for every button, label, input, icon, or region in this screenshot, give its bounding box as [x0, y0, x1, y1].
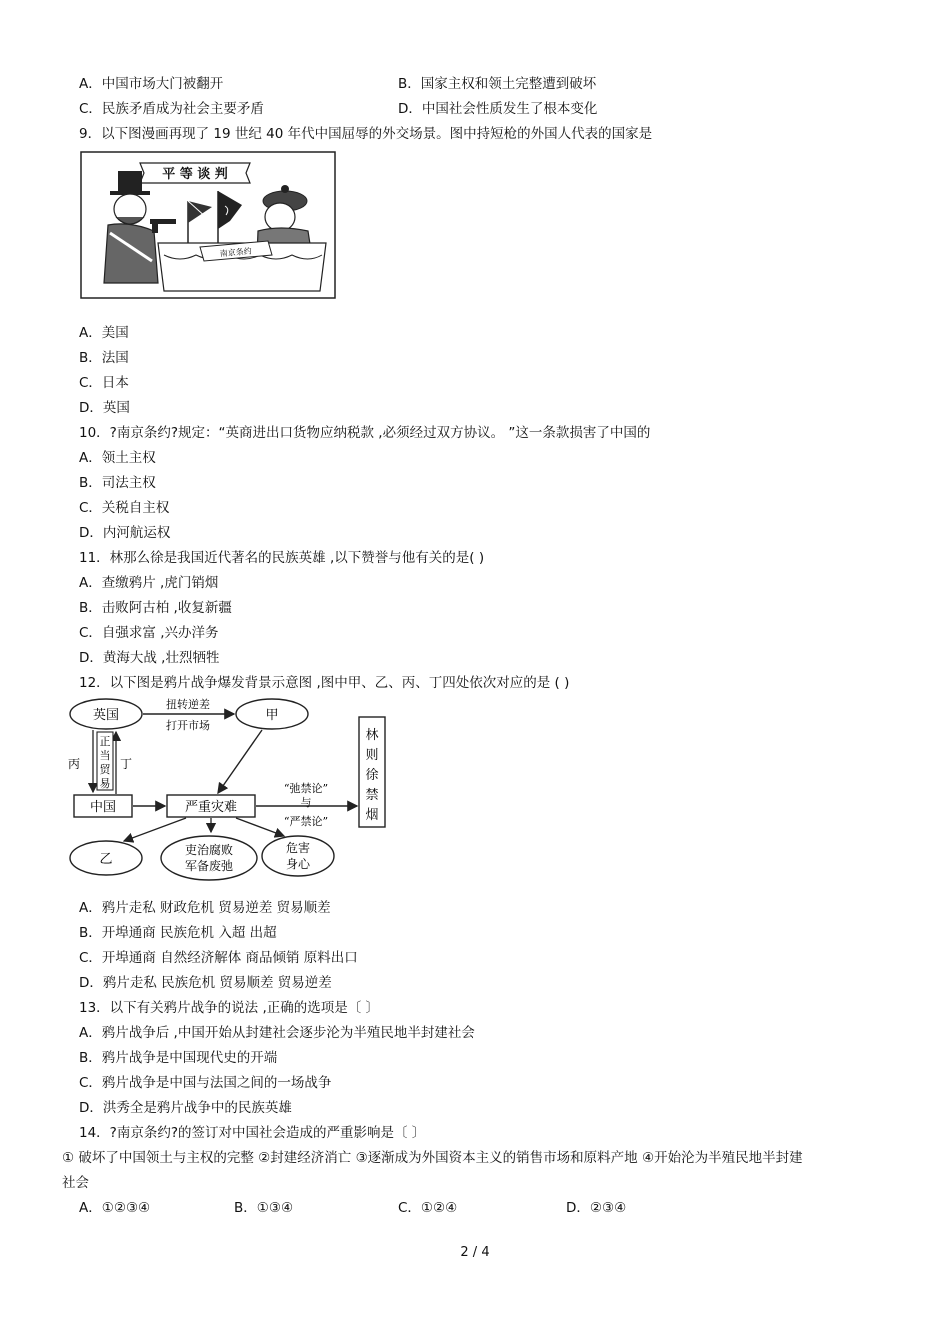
linzexu-char-4: 禁 [365, 788, 379, 803]
q10-option-a: A．领土主权 [79, 450, 156, 466]
q11-option-b: B．击败阿古柏 ,收复新疆 [79, 600, 232, 616]
q12-stem: 12．以下图是鸦片战争爆发背景示意图 ,图中甲、乙、丙、丁四处依次对应的是 ( ) [79, 675, 570, 691]
q11-stem: 11．林那么徐是我国近代著名的民族英雄 ,以下赞誉与他有关的是( ) [79, 550, 485, 566]
q14-option-c: C．①②④ [398, 1200, 458, 1216]
yi-label: 乙 [99, 852, 113, 867]
q14-items-line-2: 社会 [62, 1175, 89, 1191]
trade-char-4: 易 [99, 777, 111, 790]
china-label: 中国 [89, 800, 117, 815]
trade-char-1: 正 [99, 735, 111, 748]
crisis-label: 严重灾难 [184, 800, 238, 815]
q14-stem: 14．?南京条约?的签订对中国社会造成的严重影响是〔 〕 [79, 1125, 426, 1141]
debate-label-and: 与 [300, 796, 312, 809]
bing-label: 丙 [67, 757, 81, 771]
q8-option-a: A．中国市场大门被翻开 [79, 76, 224, 92]
q14-items-line-1: ① 破坏了中国领土与主权的完整 ②封建经济消亡 ③逐渐成为外国资本主义的销售市场和原料产地 ④开始沦为半殖民地半封建 [62, 1150, 803, 1166]
q13-option-a: A．鸦片战争后 ,中国开始从封建社会逐步沦为半殖民地半封建社会 [79, 1025, 475, 1041]
opium-war-background-diagram [66, 696, 396, 882]
q9-stem: 9．以下图漫画再现了 19 世纪 40 年代中国屈辱的外交场景。图中持短枪的外国人代表的国家是 [79, 126, 653, 142]
q10-stem: 10．?南京条约?规定：“英商进出口货物应纳税款 ,必须经过双方协议。 ”这一条款损害了中国的 [79, 425, 651, 441]
q11-option-d: D．黄海大战 ,壮烈牺牲 [79, 650, 220, 666]
harm-label-2: 身心 [285, 857, 311, 871]
q14-option-b: B．①③④ [234, 1200, 294, 1216]
trade-char-3: 贸 [99, 763, 111, 776]
q11-option-a: A．查缴鸦片 ,虎门销烟 [79, 575, 219, 591]
q13-option-d: D．洪秀全是鸦片战争中的民族英雄 [79, 1100, 292, 1116]
q12-option-c: C．开埠通商 自然经济解体 商品倾销 原料出口 [79, 950, 358, 966]
harm-label-1: 危害 [285, 841, 311, 855]
q8-option-d: D．中国社会性质发生了根本变化 [398, 101, 598, 117]
q13-option-c: C．鸦片战争是中国与法国之间的一场战争 [79, 1075, 332, 1091]
q10-option-d: D．内河航运权 [79, 525, 171, 541]
q10-option-b: B．司法主权 [79, 475, 156, 491]
q12-option-b: B．开埠通商 民族危机 入超 出超 [79, 925, 277, 941]
corruption-label-1: 吏治腐败 [184, 843, 234, 857]
linzexu-char-3: 徐 [365, 768, 379, 783]
q14-option-d: D．②③④ [566, 1200, 627, 1216]
q9-option-b: B．法国 [79, 350, 129, 366]
q13-stem: 13．以下有关鸦片战争的说法 ,正确的选项是〔 〕 [79, 1000, 380, 1016]
linzexu-char-2: 则 [365, 748, 379, 763]
q9-option-c: C．日本 [79, 375, 129, 391]
q9-option-a: A．美国 [79, 325, 129, 341]
britain-label: 英国 [92, 708, 120, 723]
q12-option-a: A．鸦片走私 财政危机 贸易逆差 贸易顺差 [79, 900, 331, 916]
q12-option-d: D．鸦片走私 民族危机 贸易顺差 贸易逆差 [79, 975, 332, 991]
q8-option-c: C．民族矛盾成为社会主要矛盾 [79, 101, 264, 117]
linzexu-char-5: 烟 [365, 808, 379, 823]
debate-label-strict: “严禁论” [283, 815, 329, 828]
trade-char-2: 当 [99, 749, 111, 762]
jia-label: 甲 [265, 708, 279, 723]
q10-option-c: C．关税自主权 [79, 500, 170, 516]
page-number: 2 / 4 [460, 1245, 490, 1260]
corruption-label-2: 军备废弛 [184, 859, 234, 873]
arrow-label-reverse-deficit: 扭转逆差 [166, 698, 210, 711]
q11-option-c: C．自强求富 ,兴办洋务 [79, 625, 219, 641]
q9-option-d: D．英国 [79, 400, 130, 416]
cartoon-banner-text: 平 等 谈 判 [162, 167, 228, 182]
q13-option-b: B．鸦片战争是中国现代史的开端 [79, 1050, 278, 1066]
cartoon-paper-text: 南京条约 [219, 246, 253, 259]
ding-label: 丁 [119, 757, 133, 771]
debate-label-relax: “弛禁论” [283, 782, 329, 795]
q8-option-b: B．国家主权和领土完整遭到破坏 [398, 76, 597, 92]
negotiation-cartoon [80, 151, 336, 299]
q14-option-a: A．①②③④ [79, 1200, 151, 1216]
linzexu-char-1: 林 [365, 728, 379, 743]
arrow-label-open-market: 打开市场 [166, 719, 210, 732]
